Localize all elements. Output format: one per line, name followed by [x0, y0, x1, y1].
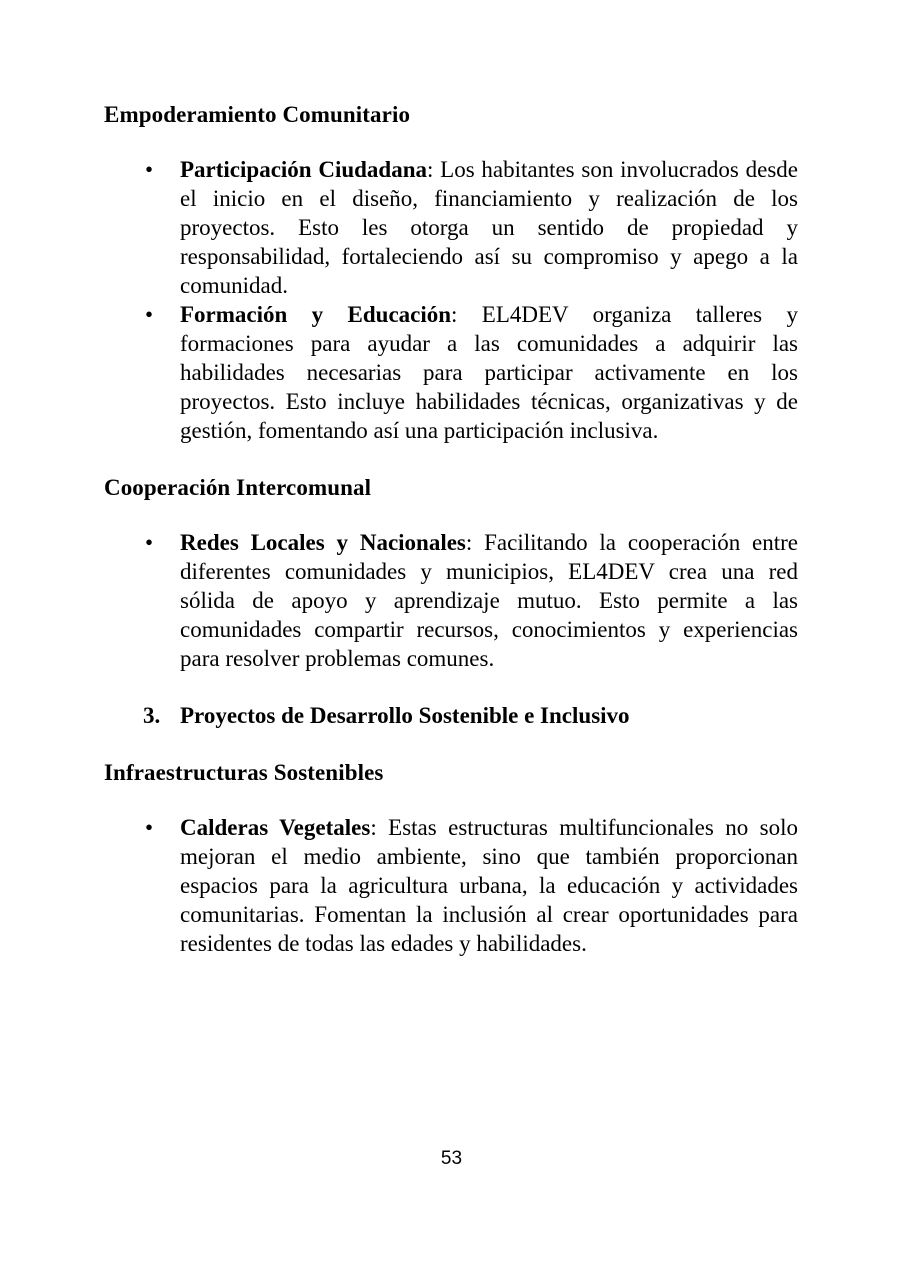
list-item	[104, 300, 798, 445]
page-number: 53	[440, 1148, 463, 1169]
bullet-icon: •	[145, 302, 154, 327]
numbered-heading-text: Proyectos de Desarrollo Sostenible e Inclusivo	[180, 703, 630, 728]
spacer	[104, 787, 798, 813]
bullet-icon: •	[145, 815, 154, 840]
spacer	[104, 730, 798, 758]
bullet-list-empoderamiento	[104, 155, 798, 445]
spacer	[104, 445, 798, 473]
bullet-icon: •	[145, 157, 154, 182]
list-item-body: EL4DEV organiza talleres y formaciones para ayudar a las comunidades a adquirir las habilidades necesarias para participar activamente en los proyectos. Esto incluye habilidades técnicas, organizativas y de gestión, fomentando así una participación inclusiva.	[180, 302, 798, 443]
list-item-lead-in: Redes Locales y Nacionales	[180, 530, 466, 555]
section-heading-cooperacion-intercomunal: Cooperación Intercomunal	[104, 475, 372, 500]
spacer	[104, 502, 798, 528]
list-item-lead-in: Participación Ciudadana	[180, 157, 427, 182]
spacer	[104, 129, 798, 155]
spacer	[104, 673, 798, 701]
bullet-list-infraestructuras	[104, 813, 798, 958]
list-item-separator: :	[370, 815, 389, 840]
list-item-separator: :	[451, 302, 482, 327]
list-item-body: Facilitando la cooperación entre diferentes comunidades y municipios, EL4DEV crea una red sólida de apoyo y aprendizaje mutuo. Esto permite a las comunidades compartir recursos, conocimientos y experiencias para resolver problemas comunes.	[180, 530, 798, 671]
bullet-list-cooperacion	[104, 528, 798, 673]
page-content	[104, 100, 798, 958]
list-item-body: Los habitantes son involucrados desde el inicio en el diseño, financiamiento y realización de los proyectos. Esto les otorga un sentido de propiedad y responsabilidad, fortaleciendo así su compromiso y apego a la comunidad.	[180, 157, 798, 298]
list-item	[104, 155, 798, 300]
list-item	[104, 813, 798, 958]
numbered-heading-proyectos-desarrollo	[104, 701, 798, 730]
bullet-icon: •	[145, 530, 154, 555]
section-heading-infraestructuras-sostenibles: Infraestructuras Sostenibles	[104, 760, 384, 785]
list-item-lead-in: Calderas Vegetales	[180, 815, 371, 840]
section-heading-empoderamiento-comunitario: Empoderamiento Comunitario	[104, 102, 411, 127]
list-item-body: Estas estructuras multifuncionales no solo mejoran el medio ambiente, sino que también proporcionan espacios para la agricultura urbana, la educación y actividades comunitarias. Fomentan la inclusión al crear oportunidades para residentes de todas las edades y habilidades.	[180, 815, 799, 956]
list-item-lead-in: Formación y Educación	[180, 302, 452, 327]
list-item-separator: :	[465, 530, 485, 555]
list-number: 3.	[143, 703, 161, 728]
list-item-separator: :	[427, 157, 441, 182]
list-item	[104, 528, 798, 673]
